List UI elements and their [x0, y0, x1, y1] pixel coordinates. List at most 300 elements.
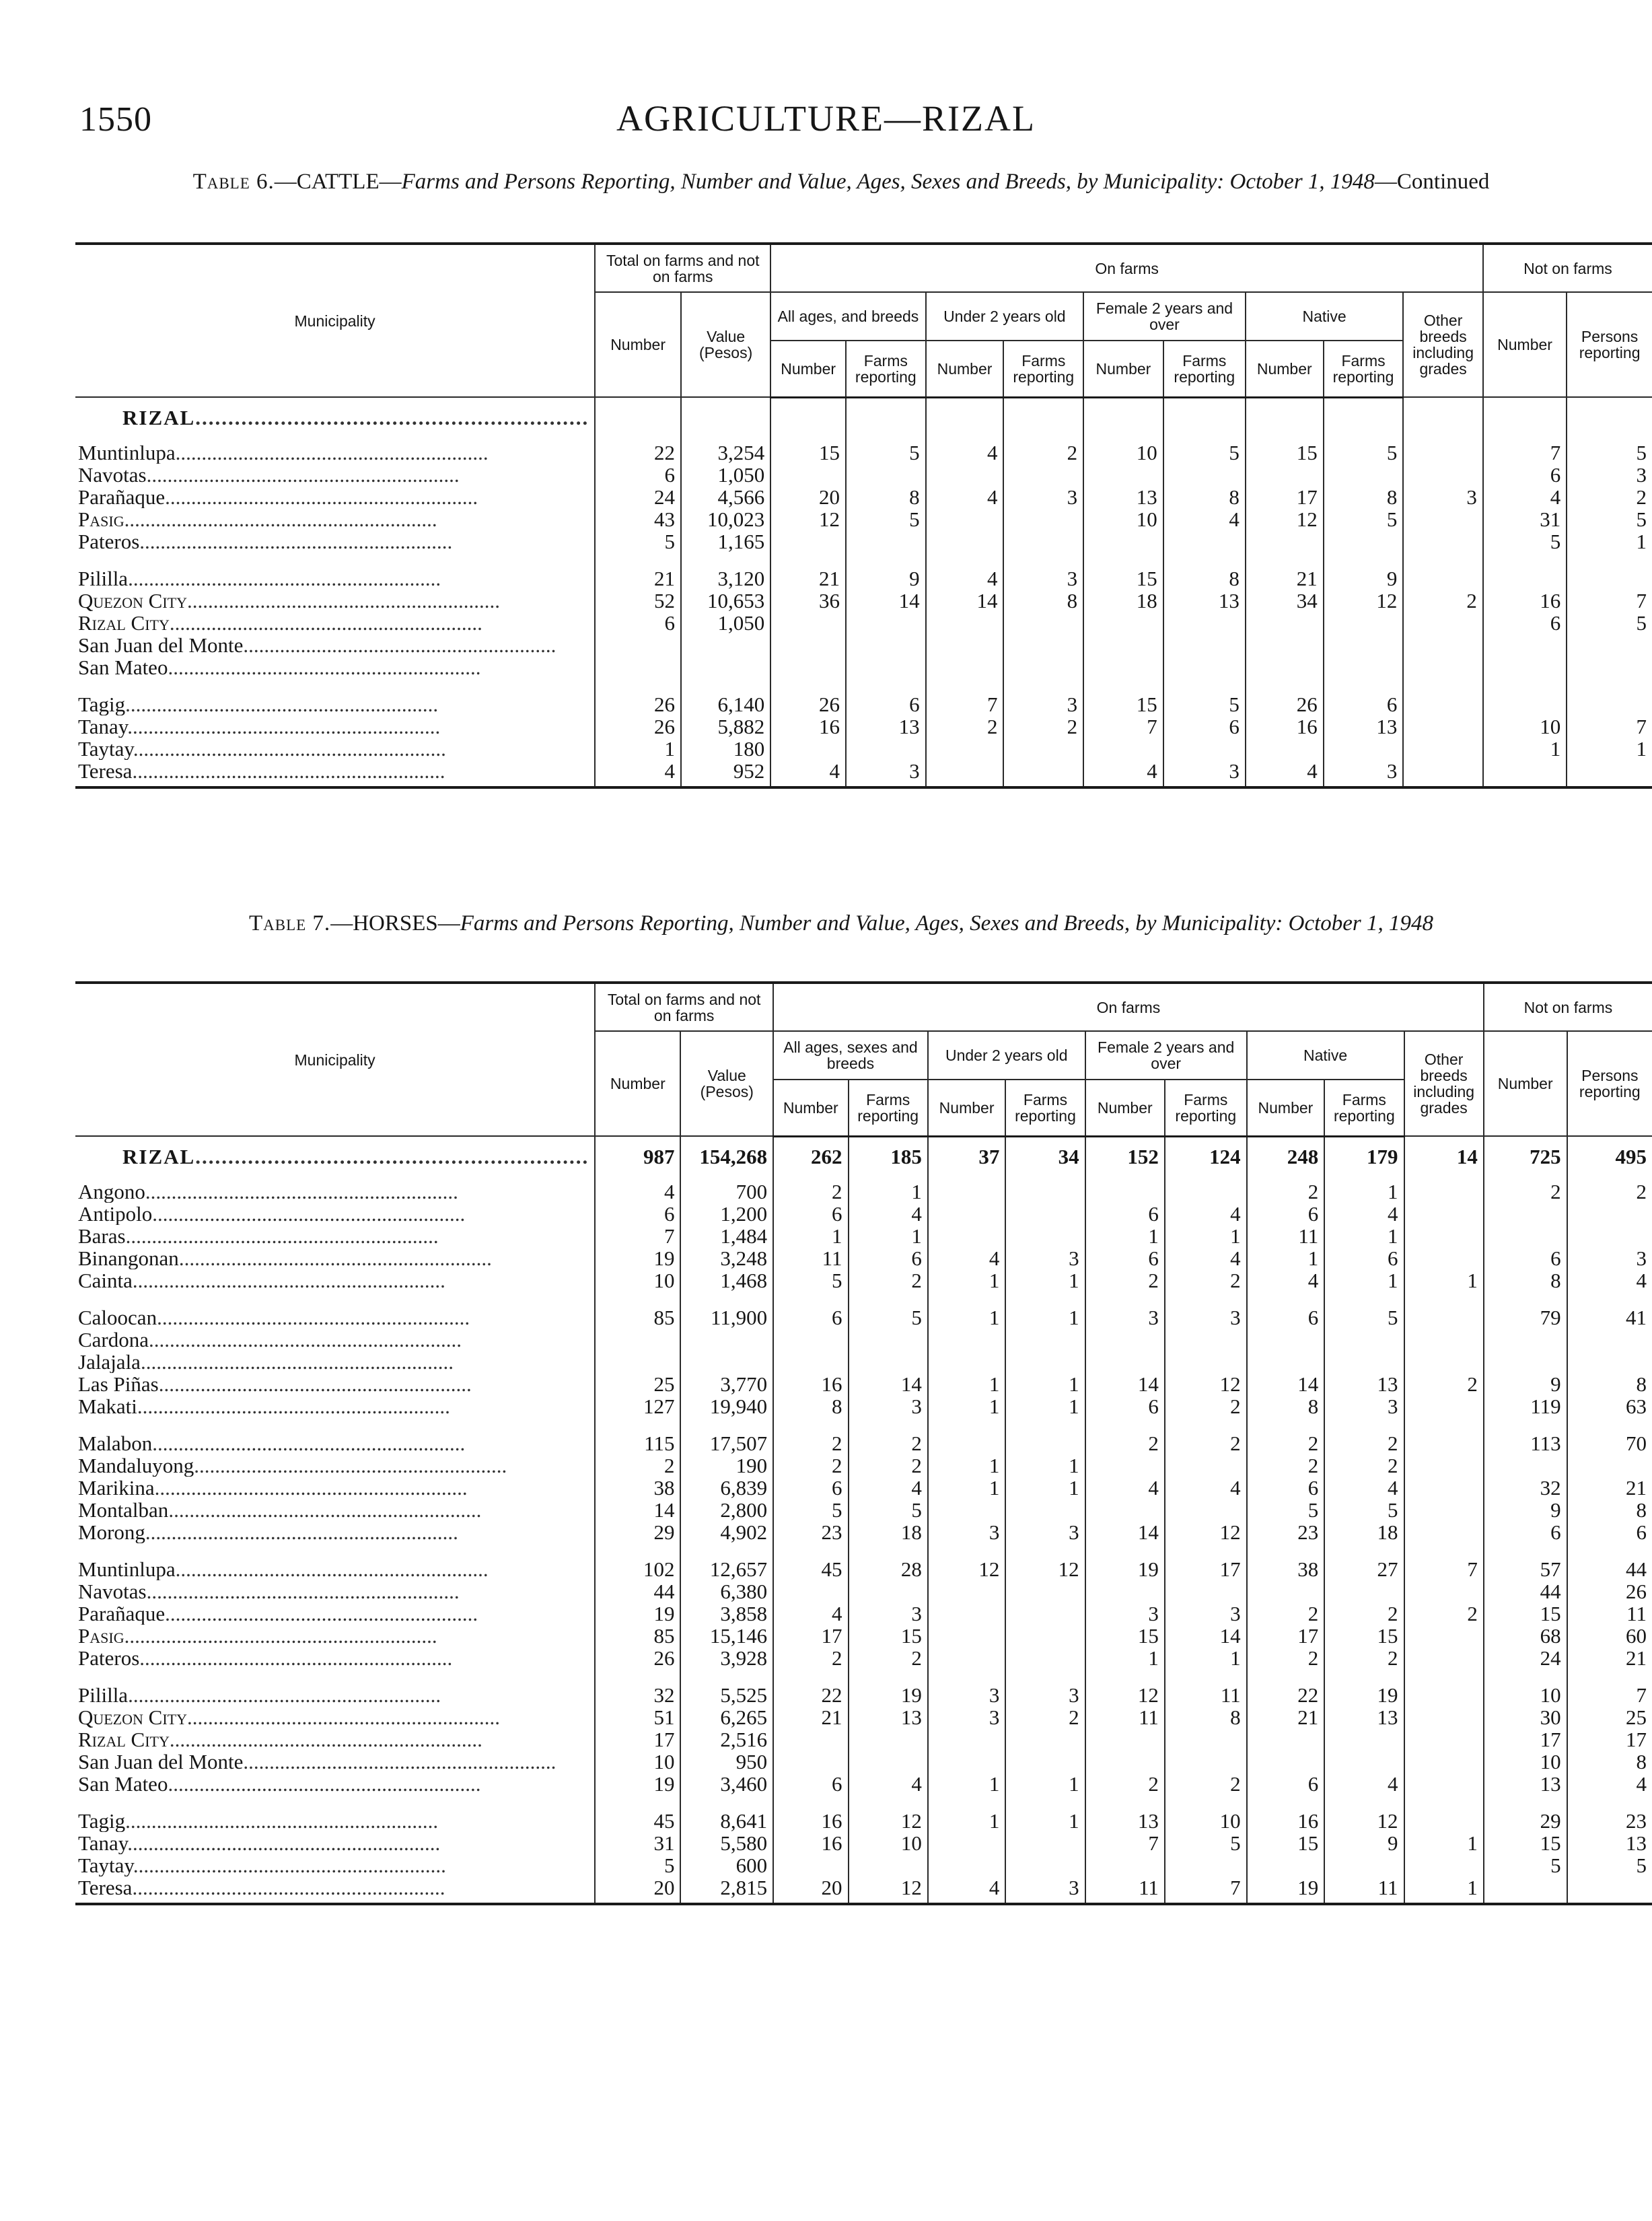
table-cell: 79	[1484, 1306, 1567, 1329]
table6-label: Table 6.	[192, 170, 275, 194]
table-cell: 1	[1005, 1373, 1085, 1395]
municipality-name: Pililla............................................................	[78, 1683, 441, 1706]
header-sub-farms-reporting: Farms reporting	[1163, 341, 1246, 397]
table-cell	[1247, 1751, 1325, 1773]
table-cell: 3	[1085, 1602, 1165, 1625]
table-cell: 1	[1404, 1832, 1484, 1854]
table-cell: 11	[773, 1247, 848, 1269]
table-cell: 63	[1567, 1395, 1652, 1417]
table-cell: 4	[1085, 1477, 1165, 1499]
spacer-cell	[928, 1795, 1006, 1810]
table-cell: 13	[1324, 715, 1404, 738]
table-cell	[1567, 1203, 1652, 1225]
spacer-cell	[595, 1795, 680, 1810]
table-cell: 12	[1165, 1373, 1247, 1395]
table-cell: 6	[1483, 464, 1567, 486]
municipality-name: Parañaque............................................................	[78, 1602, 478, 1625]
table-cell: 2	[1324, 1602, 1404, 1625]
table-cell: 2	[1324, 1432, 1404, 1454]
header-all-group: All ages, and breeds	[770, 292, 925, 341]
municipality-name: Baras............................................................	[78, 1224, 439, 1247]
table-cell: 12	[928, 1558, 1006, 1580]
table-cell: 5	[846, 437, 926, 464]
table-cell: 15	[1246, 437, 1324, 464]
table-cell	[1403, 693, 1483, 715]
table-cell	[1165, 1728, 1247, 1751]
table7-caption	[135, 910, 1548, 937]
table-cell: 60	[1567, 1625, 1652, 1647]
table-cell: 9	[1324, 567, 1404, 590]
municipality-name: Quezon City............................................................	[78, 1705, 501, 1728]
spacer-cell	[1165, 1292, 1247, 1306]
table-cell	[1403, 760, 1483, 787]
table7-grid	[75, 981, 1652, 1905]
table-cell	[1083, 612, 1163, 634]
table-row	[75, 1854, 1652, 1876]
municipality-name: Muntinlupa............................................................	[78, 1557, 489, 1580]
table-cell: 5	[1567, 437, 1652, 464]
table-cell	[1085, 1580, 1165, 1602]
header-total-group: Total on farms and not on farms	[595, 244, 770, 292]
table-cell	[1567, 634, 1652, 656]
table-cell	[1005, 1432, 1085, 1454]
table-row	[75, 1684, 1652, 1706]
table-row	[75, 1602, 1652, 1625]
table-cell: 1	[849, 1225, 928, 1247]
table-cell	[849, 1329, 928, 1351]
table-cell: 6	[595, 464, 681, 486]
leader-dots: ............................................................	[168, 656, 481, 678]
table-cell: 1,484	[680, 1225, 773, 1247]
table-cell: 4	[1567, 1269, 1652, 1292]
table-cell: 9	[846, 567, 926, 590]
table-cell	[1163, 464, 1246, 486]
table-cell	[1324, 656, 1404, 678]
table-cell	[1404, 1751, 1484, 1773]
table-cell	[1484, 1225, 1567, 1247]
table-cell: 12	[1246, 508, 1324, 530]
spacer-cell	[1567, 1669, 1652, 1684]
leader-dots: ............................................................	[165, 485, 478, 508]
table-cell: 1	[1324, 1269, 1404, 1292]
municipality-name: San Juan del Monte............................................................	[78, 633, 556, 656]
table-cell	[1085, 1351, 1165, 1373]
spacer-cell	[595, 1292, 680, 1306]
table-cell	[773, 1751, 848, 1773]
table-row	[75, 656, 1652, 678]
table-cell: 11	[1567, 1602, 1652, 1625]
table-cell: 4	[595, 760, 681, 787]
leader-dots: ............................................................	[194, 1454, 507, 1477]
leader-dots: ............................................................	[139, 1646, 453, 1669]
table-cell: 14	[926, 590, 1004, 612]
table-cell	[1083, 530, 1163, 553]
table-cell: 8,641	[680, 1810, 773, 1832]
table-cell: 11	[1324, 1876, 1404, 1904]
spacer-cell	[1567, 1292, 1652, 1306]
table-cell: 1	[1005, 1269, 1085, 1292]
table-cell	[1403, 464, 1483, 486]
table-cell	[1005, 1647, 1085, 1669]
header-persons-reporting: Persons reporting	[1567, 292, 1652, 397]
table-cell	[1003, 508, 1083, 530]
leader-dots: ............................................................	[243, 1750, 556, 1773]
table-cell: 38	[1247, 1558, 1325, 1580]
table-cell: 1	[1005, 1454, 1085, 1477]
table-cell: 14	[1165, 1625, 1247, 1647]
spacer-cell	[1324, 1669, 1404, 1684]
table-cell	[595, 1329, 680, 1351]
table-cell	[846, 464, 926, 486]
table-cell	[1085, 1329, 1165, 1351]
table-cell: 102	[595, 1558, 680, 1580]
spacer-cell	[681, 553, 770, 567]
table-cell	[1404, 1477, 1484, 1499]
table-cell	[1404, 1521, 1484, 1543]
table-cell: 13	[1085, 1810, 1165, 1832]
table-cell	[1083, 464, 1163, 486]
table-cell: 13	[1324, 1706, 1404, 1728]
table-cell	[1404, 1684, 1484, 1706]
table-cell: 1	[1567, 738, 1652, 760]
table-cell: 31	[1483, 508, 1567, 530]
municipality-name: Rizal City............................................................	[78, 1728, 482, 1751]
header-persons-reporting: Persons reporting	[1567, 1031, 1652, 1136]
spacer-cell	[1247, 1795, 1325, 1810]
table-cell	[770, 612, 846, 634]
leader-dots: ............................................................	[168, 1498, 482, 1521]
spacer-cell	[928, 1292, 1006, 1306]
table-cell: 1	[1005, 1306, 1085, 1329]
header-sub-farms-reporting: Farms reporting	[1005, 1080, 1085, 1136]
table-cell: 1	[1404, 1269, 1484, 1292]
table-cell: 1	[1005, 1477, 1085, 1499]
table6-continued: —Continued	[1374, 170, 1490, 194]
table-cell: 21	[595, 567, 681, 590]
table-cell: 6,140	[681, 693, 770, 715]
table-cell: 20	[770, 486, 846, 508]
table-cell: 8	[1567, 1373, 1652, 1395]
table-cell: 987	[595, 1136, 680, 1176]
table-cell: 11	[1165, 1684, 1247, 1706]
spacer-cell	[75, 1543, 595, 1558]
table-cell: 14	[1085, 1373, 1165, 1395]
spacer-cell	[773, 1795, 848, 1810]
table-cell: 29	[1484, 1810, 1567, 1832]
header-other-breeds: Other breeds including grades	[1403, 292, 1483, 397]
table-cell: 16	[1483, 590, 1567, 612]
table-cell: 1	[1247, 1247, 1325, 1269]
table-cell	[1165, 1854, 1247, 1876]
table-cell: 3	[1403, 486, 1483, 508]
spacer-cell	[1567, 678, 1652, 693]
table-row	[75, 1395, 1652, 1417]
table-cell: 8	[1003, 590, 1083, 612]
table6-title: —CATTLE—	[274, 170, 402, 194]
table-cell: 34	[1005, 1136, 1085, 1176]
table-cell: 7	[1483, 437, 1567, 464]
table-cell: 21	[1567, 1647, 1652, 1669]
table-cell	[773, 1728, 848, 1751]
table-cell: 2	[1247, 1647, 1325, 1669]
table-cell: 11	[1085, 1876, 1165, 1904]
table-cell	[1165, 1176, 1247, 1203]
header-not-number: Number	[1484, 1031, 1567, 1136]
table-cell	[770, 464, 846, 486]
table-cell: 14	[846, 590, 926, 612]
table-cell: 13	[1163, 590, 1246, 612]
spacer-cell	[1083, 553, 1163, 567]
municipality-name: Navotas............................................................	[78, 463, 460, 486]
table-cell	[846, 738, 926, 760]
spacer-cell	[926, 553, 1004, 567]
table-cell: 6	[773, 1773, 848, 1795]
header-on-farms: On farms	[773, 983, 1484, 1031]
spacer-cell	[773, 1543, 848, 1558]
table-cell: 3	[849, 1395, 928, 1417]
leader-dots: ............................................................	[152, 1202, 466, 1225]
table-cell	[1165, 1351, 1247, 1373]
table-row	[75, 1751, 1652, 1773]
table-cell	[1484, 1876, 1567, 1904]
table-cell: 1	[1165, 1647, 1247, 1669]
table-cell	[1403, 634, 1483, 656]
table7-label: Table 7.	[248, 911, 331, 936]
leader-dots: ............................................................	[154, 1476, 468, 1499]
table-cell: 10	[1165, 1810, 1247, 1832]
table-cell: 3	[1567, 464, 1652, 486]
table-cell: 12	[770, 508, 846, 530]
table-cell: 12	[849, 1876, 928, 1904]
table-cell: 10,023	[681, 508, 770, 530]
table-cell: 10	[1083, 437, 1163, 464]
group-spacer	[75, 1543, 1652, 1558]
table-cell: 5	[1324, 437, 1404, 464]
spacer-cell	[1404, 1417, 1484, 1432]
table-cell	[1003, 612, 1083, 634]
table-cell: 3	[1005, 1521, 1085, 1543]
table-cell: 70	[1567, 1432, 1652, 1454]
table-cell	[1005, 1625, 1085, 1647]
table-cell: 6	[1324, 1247, 1404, 1269]
leader-dots: ............................................................	[128, 1683, 441, 1706]
table-cell: 2	[1085, 1269, 1165, 1292]
table-cell	[1324, 464, 1404, 486]
municipality-name: Navotas............................................................	[78, 1580, 460, 1602]
table-cell	[1005, 1602, 1085, 1625]
header-all-group: All ages, sexes and breeds	[773, 1031, 928, 1080]
table-cell	[926, 738, 1004, 760]
table-cell: 2	[1484, 1176, 1567, 1203]
table-cell	[1247, 1728, 1325, 1751]
table-cell	[849, 1580, 928, 1602]
table-cell	[1483, 397, 1567, 437]
table-cell: 2,516	[680, 1728, 773, 1751]
table-cell: 5,525	[680, 1684, 773, 1706]
table-cell: 2	[1165, 1773, 1247, 1795]
table-cell	[928, 1647, 1006, 1669]
spacer-cell	[1484, 1417, 1567, 1432]
table-cell: 8	[1567, 1751, 1652, 1773]
table-cell	[1246, 530, 1324, 553]
table-cell: 19	[849, 1684, 928, 1706]
spacer-cell	[1083, 678, 1163, 693]
spacer-cell	[680, 1417, 773, 1432]
table-row	[75, 1876, 1652, 1904]
table-cell	[928, 1625, 1006, 1647]
table-cell: 113	[1484, 1432, 1567, 1454]
table-cell: 18	[1083, 590, 1163, 612]
table-cell: 4	[1165, 1247, 1247, 1269]
spacer-cell	[1163, 553, 1246, 567]
table-cell: 2	[1165, 1432, 1247, 1454]
table-row	[75, 1477, 1652, 1499]
table-cell: 1	[1324, 1176, 1404, 1203]
table-cell: 4	[1163, 508, 1246, 530]
table-cell: 6	[773, 1306, 848, 1329]
table-row	[75, 1454, 1652, 1477]
table-cell: 1	[1005, 1395, 1085, 1417]
group-spacer	[75, 678, 1652, 693]
table-cell: 15	[1484, 1832, 1567, 1854]
spacer-cell	[1484, 1292, 1567, 1306]
table-cell	[1484, 1454, 1567, 1477]
spacer-cell	[75, 553, 595, 567]
table-cell: 190	[680, 1454, 773, 1477]
table-cell	[1005, 1203, 1085, 1225]
table-cell	[1403, 715, 1483, 738]
spacer-cell	[928, 1417, 1006, 1432]
table7-title: —HORSES—	[330, 911, 460, 936]
leader-dots: ............................................................	[169, 1728, 482, 1751]
spacer-cell	[595, 678, 681, 693]
table-cell: 2	[773, 1454, 848, 1477]
table-cell	[1404, 1247, 1484, 1269]
table-cell: 1,468	[680, 1269, 773, 1292]
spacer-cell	[1005, 1543, 1085, 1558]
table-cell: 2	[773, 1647, 848, 1669]
table-cell	[681, 397, 770, 437]
table-cell: 5	[849, 1306, 928, 1329]
table-cell: 2	[773, 1432, 848, 1454]
table-cell	[1246, 464, 1324, 486]
table-cell	[849, 1728, 928, 1751]
spacer-cell	[1085, 1292, 1165, 1306]
table-cell: 127	[595, 1395, 680, 1417]
spacer-cell	[1085, 1795, 1165, 1810]
table-cell: 37	[928, 1136, 1006, 1176]
municipality-name: Tanay............................................................	[78, 1831, 441, 1854]
header-not-number: Number	[1483, 292, 1567, 397]
table-cell	[926, 508, 1004, 530]
table-cell: 180	[681, 738, 770, 760]
leader-dots: ............................................................	[125, 1809, 439, 1832]
table-cell: 10	[595, 1269, 680, 1292]
table-cell: 3	[849, 1602, 928, 1625]
table-cell	[846, 656, 926, 678]
spacer-cell	[1324, 553, 1404, 567]
header-sub-number: Number	[928, 1080, 1006, 1136]
header-native: Native	[1246, 292, 1403, 341]
header-total-group: Total on farms and not on farms	[595, 983, 773, 1031]
table-cell	[1324, 738, 1404, 760]
table-cell	[1165, 1580, 1247, 1602]
table-cell: 16	[1247, 1810, 1325, 1832]
table-cell: 4	[928, 1247, 1006, 1269]
spacer-cell	[1247, 1417, 1325, 1432]
table-row	[75, 437, 1652, 464]
table-cell: 154,268	[680, 1136, 773, 1176]
table-cell: 12	[1005, 1558, 1085, 1580]
table-cell: 3	[1324, 1395, 1404, 1417]
table-row	[75, 760, 1652, 787]
municipality-name: Antipolo............................................................	[78, 1202, 466, 1225]
table-cell: 5	[1324, 1306, 1404, 1329]
table-cell	[928, 1499, 1006, 1521]
table-cell: 52	[595, 590, 681, 612]
table-cell: 2	[849, 1647, 928, 1669]
table-cell	[1246, 612, 1324, 634]
table-cell	[1003, 656, 1083, 678]
table-cell: 8	[1324, 486, 1404, 508]
table-cell	[846, 397, 926, 437]
municipality-name: Mandaluyong............................................................	[78, 1454, 507, 1477]
spacer-cell	[680, 1543, 773, 1558]
table-row	[75, 530, 1652, 553]
table-cell: 5	[1567, 1854, 1652, 1876]
table-row	[75, 1810, 1652, 1832]
table-cell: 2	[1324, 1454, 1404, 1477]
table-cell	[846, 634, 926, 656]
table-cell: 3,928	[680, 1647, 773, 1669]
leader-dots: ............................................................	[125, 693, 439, 715]
table-cell: 3	[846, 760, 926, 787]
municipality-name: San Juan del Monte............................................................	[78, 1750, 556, 1773]
table-cell	[1567, 397, 1652, 437]
table-cell: 20	[595, 1876, 680, 1904]
table-cell: 3	[1085, 1306, 1165, 1329]
table-cell: 152	[1085, 1136, 1165, 1176]
table-cell	[1165, 1499, 1247, 1521]
spacer-cell	[1165, 1417, 1247, 1432]
table-cell: 2	[1404, 1373, 1484, 1395]
table-cell: 5	[595, 1854, 680, 1876]
municipality-name: RIZAL............................................................	[122, 405, 589, 429]
table-cell	[1403, 656, 1483, 678]
table-cell	[1404, 1810, 1484, 1832]
table-cell: 22	[773, 1684, 848, 1706]
spacer-cell	[770, 678, 846, 693]
table-cell: 19	[1085, 1558, 1165, 1580]
header-value: Value (Pesos)	[681, 292, 770, 397]
table-cell: 6	[1085, 1395, 1165, 1417]
table-cell: 4	[849, 1477, 928, 1499]
table-cell: 4	[595, 1176, 680, 1203]
table-cell: 12,657	[680, 1558, 773, 1580]
table-cell: 2	[849, 1432, 928, 1454]
header-municipality: Municipality	[75, 244, 595, 397]
header-value: Value (Pesos)	[680, 1031, 773, 1136]
table-cell	[1247, 1329, 1325, 1351]
table-cell: 1	[1404, 1876, 1484, 1904]
leader-dots: ............................................................	[168, 1772, 481, 1795]
leader-dots: ............................................................	[124, 1624, 437, 1647]
municipality-name: Tanay............................................................	[78, 715, 441, 738]
municipality-name: Quezon City............................................................	[78, 589, 501, 612]
header-sub-farms-reporting: Farms reporting	[1324, 341, 1404, 397]
table-cell: 7	[1404, 1558, 1484, 1580]
table-cell: 15	[1083, 693, 1163, 715]
